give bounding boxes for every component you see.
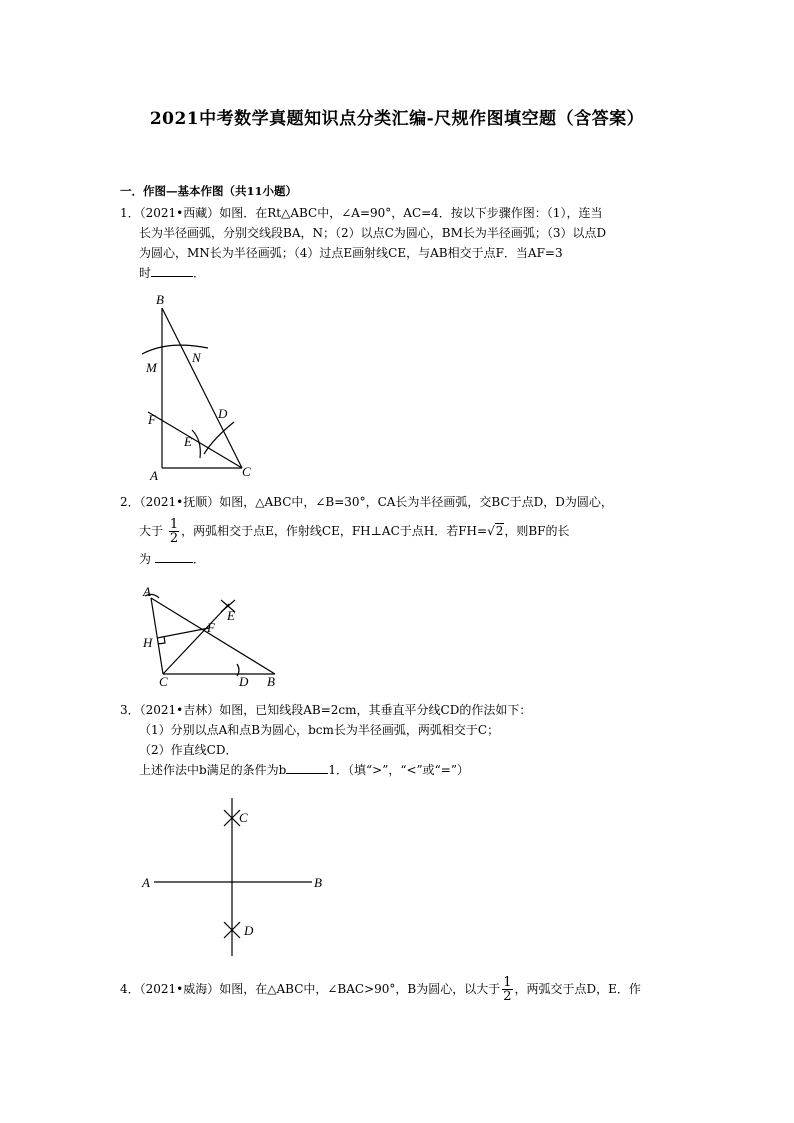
label-b3: B — [314, 875, 322, 890]
answer-blank-1[interactable] — [151, 263, 193, 277]
label-c3: C — [239, 810, 248, 825]
sqrt-two — [487, 523, 504, 538]
label-n: N — [192, 350, 201, 365]
question-2 — [120, 492, 685, 569]
question-4 — [120, 976, 685, 1003]
section-heading: 一．作图—基本作图（共11小题） — [120, 184, 298, 198]
q4-line-1b: ，两弧交于点D，E．作 — [514, 982, 641, 996]
q2-line-3a: 为 — [139, 552, 152, 566]
q3-line-4a: 上述作法中b满足的条件为b — [139, 763, 287, 777]
frac4-denominator: 2 — [503, 989, 512, 1004]
q1-line-1: 1．（2021•西藏）如图．在Rt△ABC中，∠A=90°，AC=4．按以下步骤作图：（1），连当 — [120, 206, 603, 220]
label-f2: F — [207, 620, 215, 635]
label-a: A — [150, 468, 158, 483]
label-d2: D — [239, 674, 249, 689]
q2-line-3 — [120, 549, 685, 569]
frac-numerator: 1 — [169, 517, 179, 532]
fraction-one-half-4 — [502, 976, 512, 1003]
q2-line-2a: 大于 — [139, 524, 164, 538]
q1-line-3: 为圆心，MN长为半径画弧；（4）过点E画射线CE，与AB相交于点F．当AF=3 — [139, 246, 563, 260]
figure-2 — [135, 584, 285, 689]
q2-line-1: 2．（2021•抚顺）如图，△ABC中，∠B=30°，CA长为半径画弧，交BC于点D，D为圆心， — [120, 495, 613, 509]
side-ac2 — [151, 598, 163, 674]
q3-line-2: （1）分别以点A和点B为圆心，bcm长为半径画弧，两弧相交于C； — [139, 723, 500, 737]
q1-line-4-text: 时 — [139, 266, 152, 280]
q3-line-4b: 1．（填“>”，“<”或“=”） — [328, 763, 469, 777]
arc-de — [204, 422, 234, 454]
label-a3: A — [142, 875, 150, 890]
q2-line-2 — [120, 518, 685, 545]
q2-line-2c: ，则BF的长 — [504, 524, 570, 538]
sqrt-radicand: 2 — [495, 524, 504, 538]
q2-line-2b: ，两弧相交于点E，作射线CE，FH⊥AC于点H．若FH= — [181, 524, 488, 538]
ray-ce2 — [163, 604, 229, 674]
label-e2: E — [227, 608, 235, 623]
label-e: E — [184, 434, 192, 449]
q1-end: ． — [193, 266, 206, 280]
q3-line-4 — [120, 760, 685, 780]
label-b2: B — [267, 674, 275, 689]
q4-line-1 — [120, 976, 685, 1003]
label-b: B — [156, 292, 164, 307]
figure-1 — [130, 290, 270, 483]
sqrt-sign: √ — [487, 524, 495, 538]
q4-line-1a: 4．（2021•威海）如图，在△ABC中，∠BAC>90°，B为圆心，以大于 — [120, 982, 501, 996]
label-a2: A — [143, 584, 151, 599]
label-c2: C — [159, 674, 168, 689]
q3-line-3: （2）作直线CD． — [139, 743, 238, 757]
arc-e — [192, 430, 200, 458]
label-m: M — [146, 360, 157, 375]
q3-line-1: 3．（2021•吉林）如图，已知线段AB=2cm，其垂直平分线CD的作法如下： — [120, 703, 532, 717]
answer-blank-3[interactable] — [286, 760, 328, 774]
q1-line-4 — [120, 263, 685, 283]
label-h2: H — [143, 635, 153, 650]
fraction-one-half — [169, 518, 179, 545]
question-3 — [120, 700, 685, 780]
label-c: C — [242, 464, 251, 479]
label-f: F — [148, 412, 156, 427]
figure-3 — [140, 796, 330, 961]
answer-blank-2[interactable] — [155, 549, 193, 563]
question-1 — [120, 203, 685, 283]
page-title: 2021中考数学真题知识点分类汇编-尺规作图填空题（含答案） — [149, 109, 645, 129]
frac-denominator: 2 — [169, 531, 179, 546]
frac4-numerator: 1 — [503, 975, 512, 990]
q1-line-2: 长为半径画弧，分别交线段BA，N；（2）以点C为圆心，BM长为半径画弧；（3）以点D — [139, 226, 607, 240]
q2-line-3b: ． — [192, 552, 205, 566]
label-d3: D — [244, 923, 254, 938]
label-d: D — [218, 406, 228, 421]
